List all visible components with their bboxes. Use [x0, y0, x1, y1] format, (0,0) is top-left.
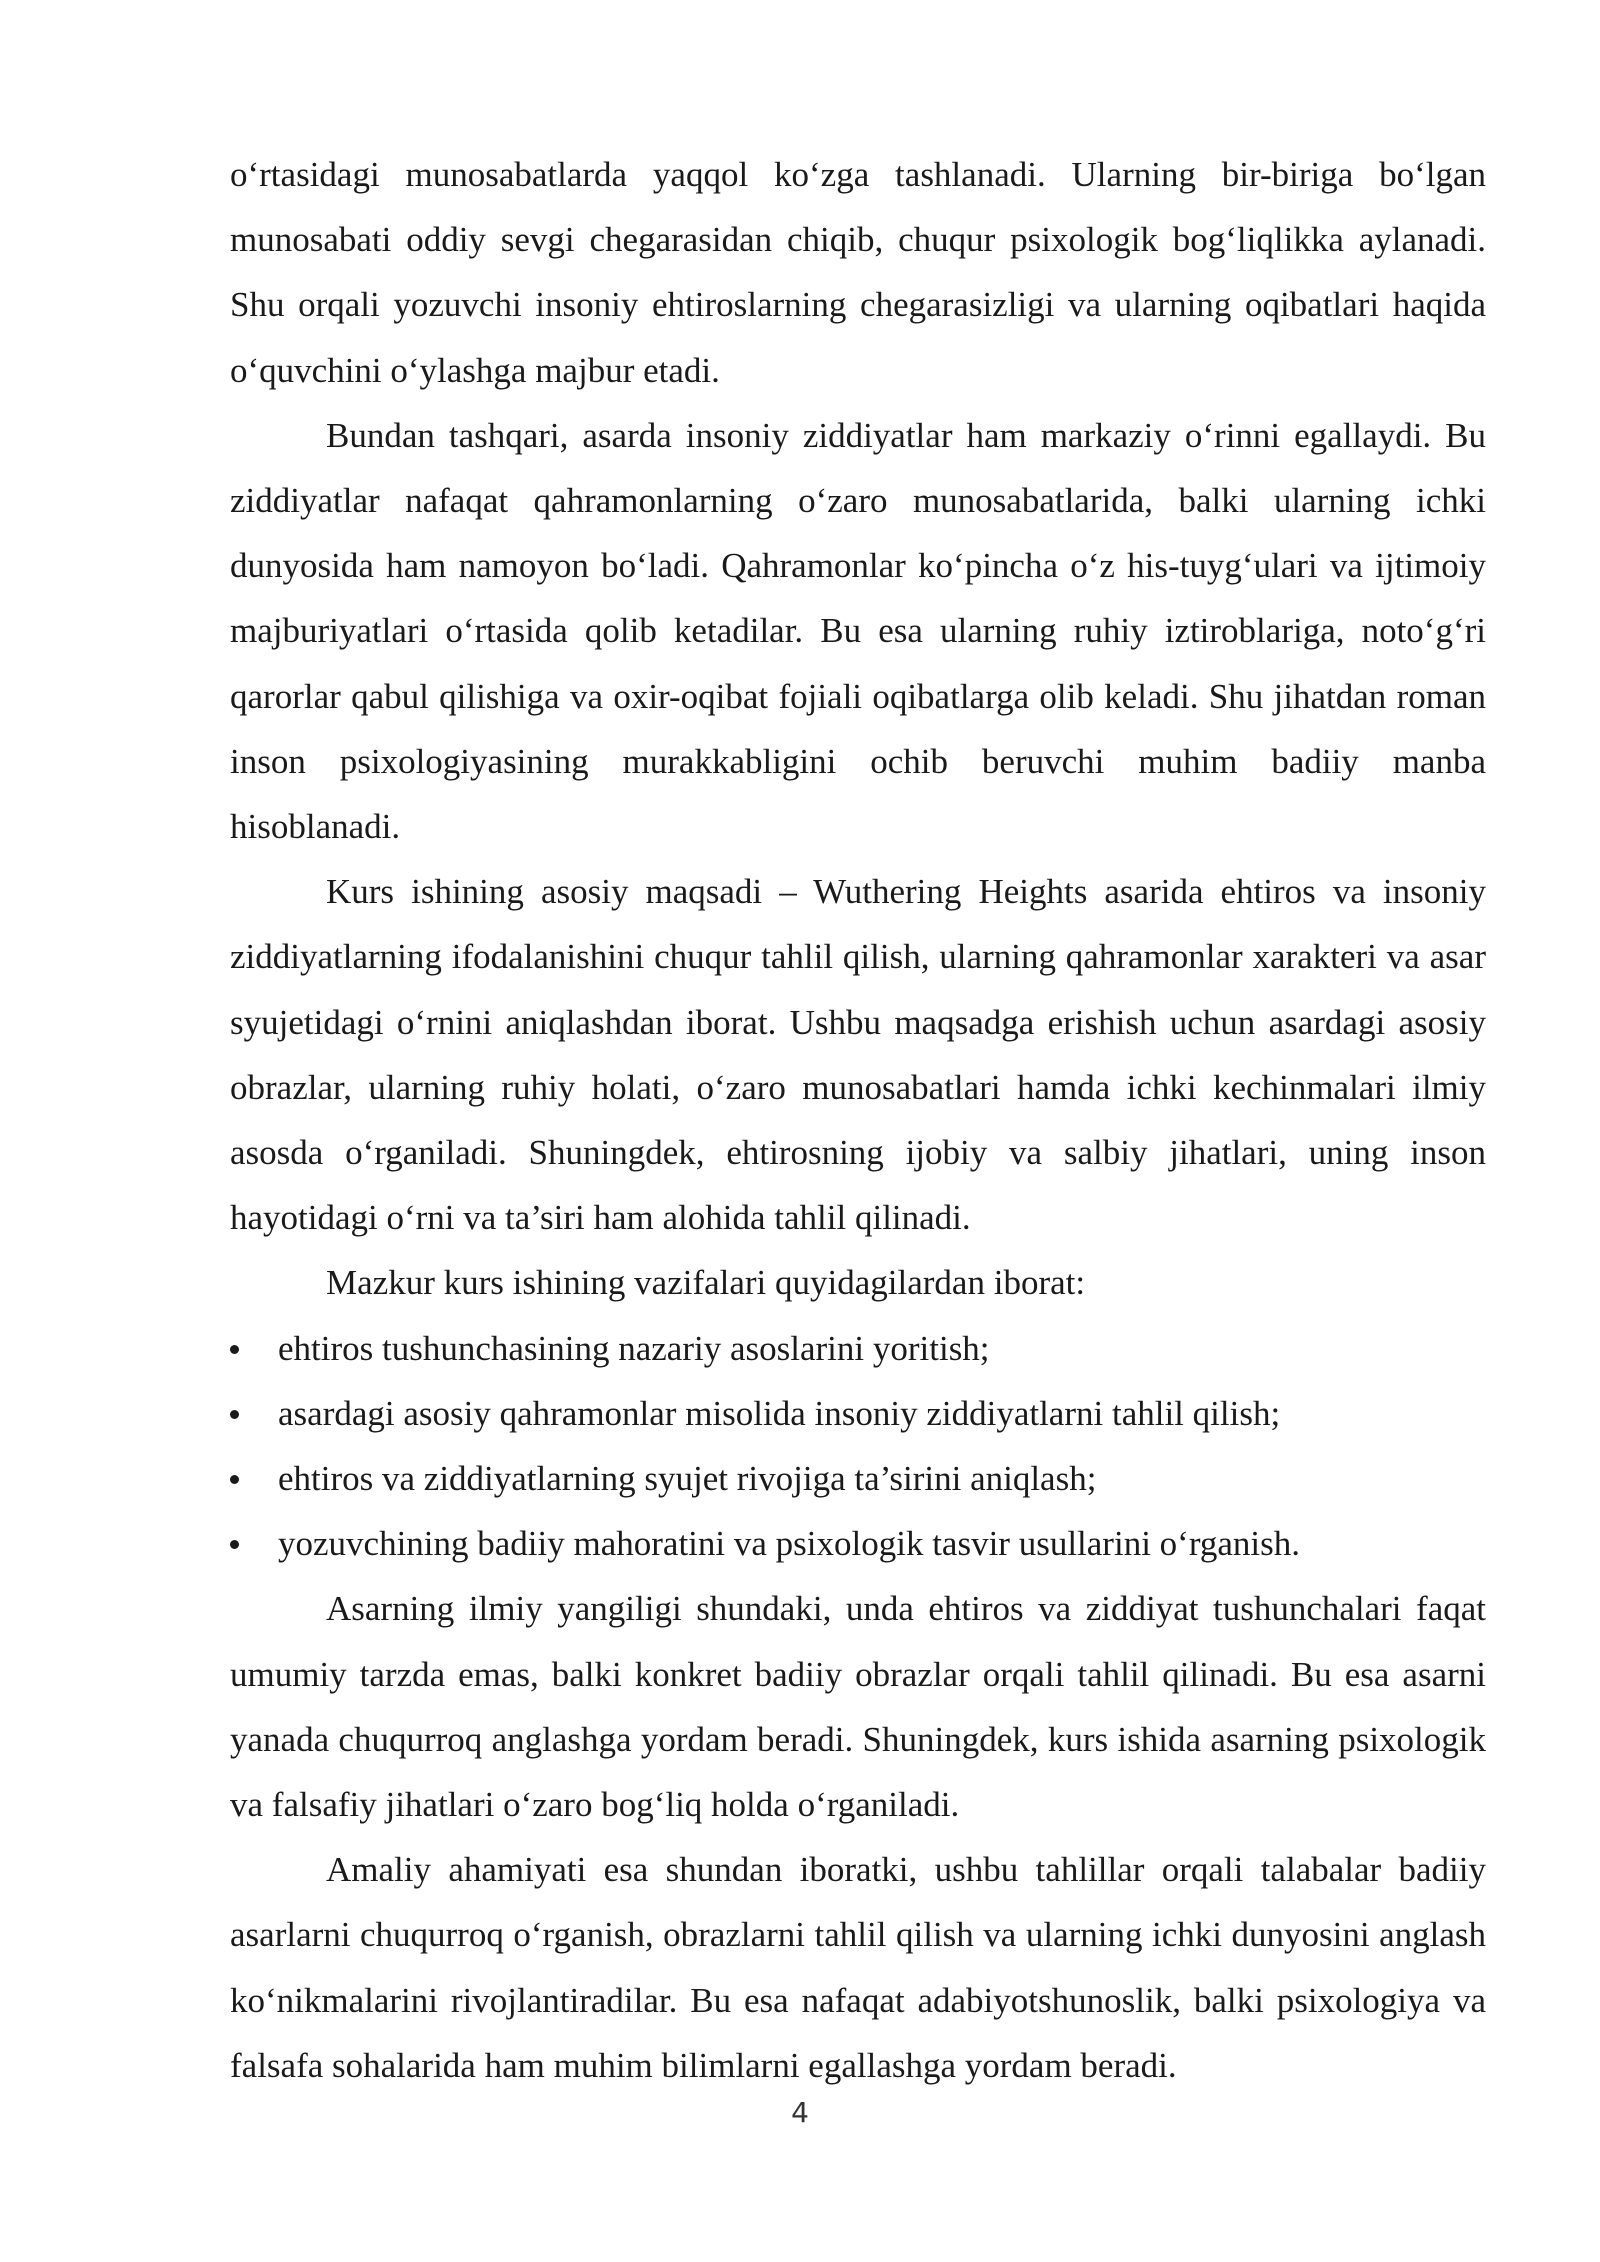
paragraph-tasks-intro: Mazkur kurs ishining vazifalari quyidagilardan iborat: — [326, 1263, 1086, 1303]
bullet-icon — [230, 1410, 239, 1419]
page-number: 4 — [791, 2096, 809, 2129]
document-page — [230, 142, 1486, 2098]
paragraph-practical-value: Amaliy ahamiyati esa shundan iboratki, ushbu tahlillar orqali talabalar badiiy asarlarni chuqurroq o‘rganish, obrazlarni tahlil qilish va ularning ichki dunyosini anglash ko‘nikmalarini rivojlantiradilar. Bu esa nafaqat adabiyotshunoslik, balki psixologiya va falsafa sohalarida ham muhim bilimlarni egallashga yordam beradi. — [230, 1850, 1486, 2085]
paragraph-conflicts: Bundan tashqari, asarda insoniy ziddiyatlar ham markaziy o‘rinni egallaydi. Bu ziddiyatlar nafaqat qahramonlarning o‘zaro munosabatlarida, balki ularning ichki dunyosida ham namoyon bo‘ladi. Qahramonlar ko‘pincha o‘z his-tuyg‘ulari va ijtimoiy majburiyatlari o‘rtasida qolib ketadilar. Bu esa ularning ruhiy iztiroblariga, noto‘g‘ri qarorlar qabul qilishiga va oxir-oqibat fojiali oqibatlarga olib keladi. Shu jihatdan roman inson psixologiyasining murakkabligini ochib beruvchi muhim badiiy manba hisoblanadi. — [230, 415, 1486, 847]
list-item — [230, 1316, 1486, 1381]
list-item-text: ehtiros tushunchasining nazariy asoslarini yoritish; — [278, 1328, 990, 1368]
list-item — [230, 1446, 1486, 1511]
bullet-icon — [230, 1345, 239, 1354]
paragraph-novelty: Asarning ilmiy yangiligi shundaki, unda ehtiros va ziddiyat tushunchalari faqat umumiy tarzda emas, balki konkret badiiy obrazlar orqali tahlil qilinadi. Bu esa asarni yanada chuqurroq anglashga yordam beradi. Shuningdek, kurs ishida asarning psixologik va falsafiy jihatlari o‘zaro bog‘liq holda o‘rganiladi. — [230, 1589, 1486, 1825]
list-item-text: asardagi asosiy qahramonlar misolida insoniy ziddiyatlarni tahlil qilish; — [278, 1393, 1281, 1433]
paragraph-continuation: o‘rtasidagi munosabatlarda yaqqol ko‘zga tashlanadi. Ularning bir-biriga bo‘lgan munosabati oddiy sevgi chegarasidan chiqib, chuqur psixologik bog‘liqlikka aylanadi. Shu orqali yozuvchi insoniy ehtiroslarning chegarasizligi va ularning oqibatlari haqida o‘quvchini o‘ylashga majbur etadi. — [230, 155, 1486, 390]
bullet-icon — [230, 1540, 239, 1549]
list-item — [230, 1511, 1486, 1576]
list-item — [230, 1381, 1486, 1446]
bullet-icon — [230, 1475, 239, 1484]
paragraph-goal: Kurs ishining asosiy maqsadi – Wuthering Heights asarida ehtiros va insoniy ziddiyatlarning ifodalanishini chuqur tahlil qilish, ularning qahramonlar xarakteri va asar syujetidagi o‘rnini aniqlashdan iborat. Ushbu maqsadga erishish uchun asardagi asosiy obrazlar, ularning ruhiy holati, o‘zaro munosabatlari hamda ichki kechinmalari ilmiy asosda o‘rganiladi. Shuningdek, ehtirosning ijobiy va salbiy jihatlari, uning inson hayotidagi o‘rni va ta’siri ham alohida tahlil qilinadi. — [230, 872, 1486, 1238]
list-item-text: yozuvchining badiiy mahoratini va psixologik tasvir usullarini o‘rganish. — [278, 1524, 1300, 1564]
list-item-text: ehtiros va ziddiyatlarning syujet rivojiga ta’sirini aniqlash; — [278, 1459, 1097, 1499]
tasks-list — [230, 1316, 1486, 1577]
